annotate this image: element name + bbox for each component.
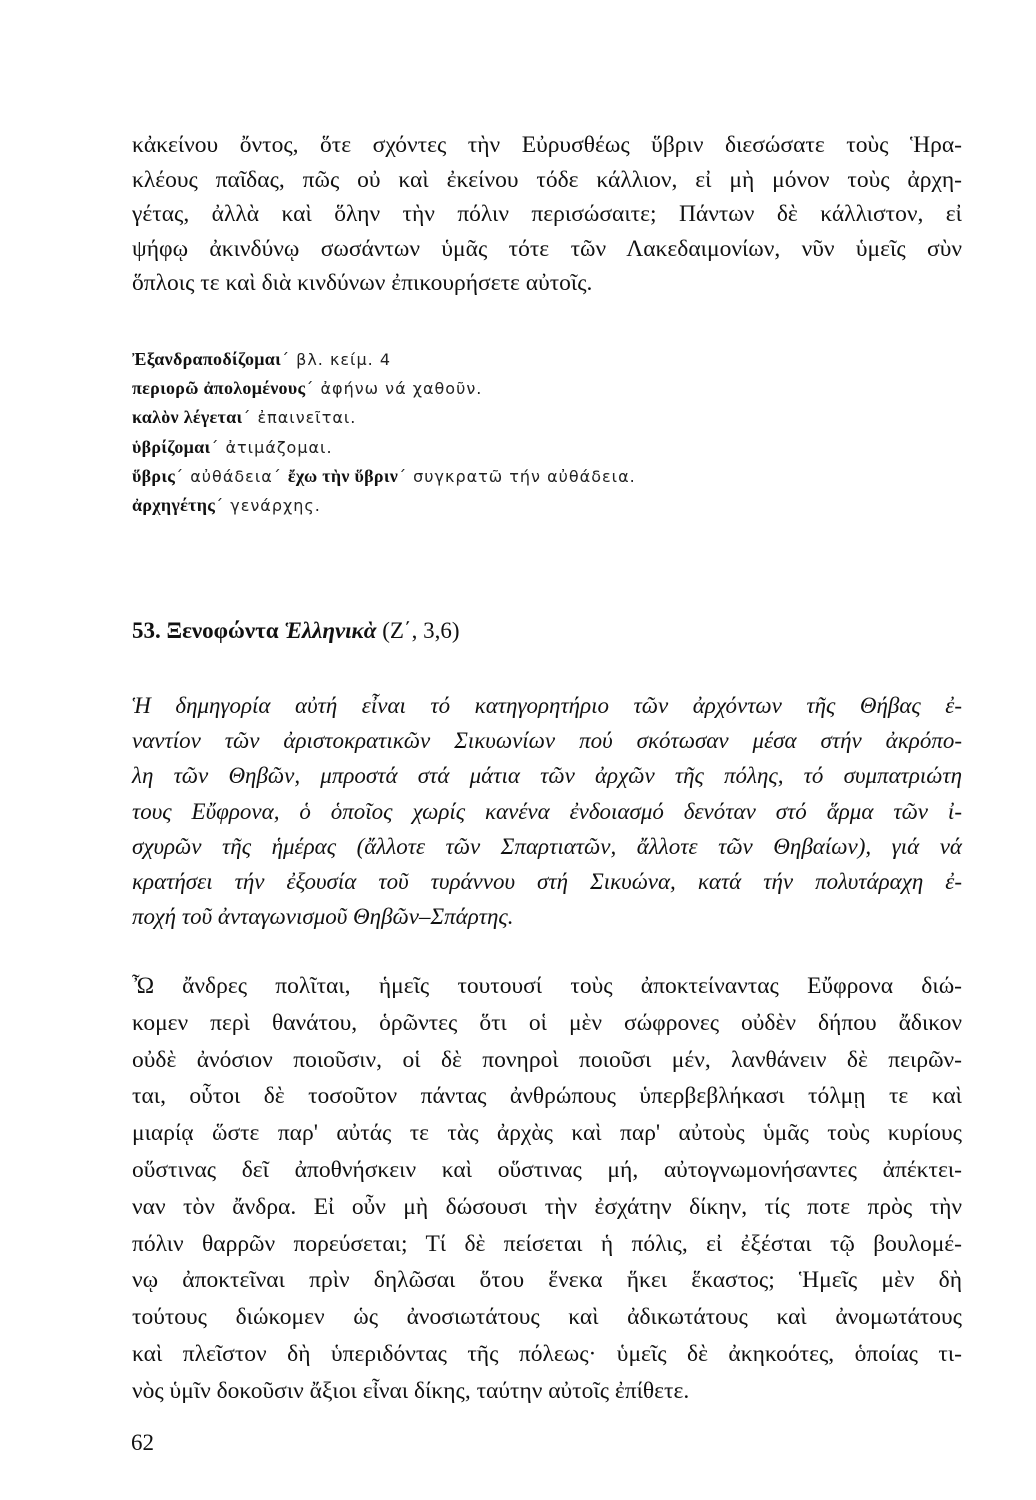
glossary-term: ἀρχηγέτης — [132, 495, 216, 516]
section-work: Ἑλληνικὰ — [284, 618, 377, 643]
glossary-meaning: αὐθάδεια — [190, 466, 273, 486]
section-reference: (Ζ΄, 3,6) — [382, 618, 460, 643]
page-number: 62 — [131, 1430, 154, 1455]
text-line: ποχή τοῦ ἀνταγωνισμοῦ Θηβῶν–Σπάρτης. — [132, 904, 514, 930]
text-line: τους Εὔφρονα, ὁ ὁποῖος χωρίς κανένα ἐνδοιασμό δενόταν στό ἅρμα τῶν ἰ- — [132, 798, 962, 824]
text-line: λη τῶν Θηβῶν, μπροστά στά μάτια τῶν ἀρχῶν τῆς πόλης, τό συμπατριώτη — [132, 763, 962, 789]
glossary-meaning: συγκρατῶ τήν αὐθάδεια. — [413, 466, 636, 486]
text-line: νὸς ὑμῖν δοκοῦσιν ἄξιοι εἶναι δίκης, ταύτην αὐτοῖς ἐπίθετε. — [132, 1377, 690, 1404]
glossary — [132, 345, 636, 520]
glossary-entry: ὑβρίζομαι΄ ἀτιμάζομαι. — [132, 436, 333, 457]
text-line: κἀκείνου ὄντος, ὅτε σχόντες τὴν Εὐρυσθέως ὕβριν διεσώσατε τοὺς Ἡρα- — [132, 132, 962, 158]
glossary-term: περιορῶ ἀπολομένους — [132, 378, 306, 399]
text-line: σχυρῶν τῆς ἡμέρας (ἄλλοτε τῶν Σπαρτιατῶν, ἄλλοτε τῶν Θηβαίων), γιά νά — [132, 833, 962, 859]
text-line: κομεν περὶ θανάτου, ὁρῶντες ὅτι οἱ μὲν σώφρονες οὐδὲν δήπου ἄδικον — [132, 1009, 962, 1036]
glossary-term: ὕβρις — [132, 465, 176, 486]
text-line: καὶ πλεῖστον δὴ ὑπεριδόντας τῆς πόλεως· ὑμεῖς δὲ ἀκηκοότες, ὁποίας τι- — [132, 1340, 962, 1367]
glossary-meaning: ἀφήνω νά χαθοῦν. — [320, 379, 483, 399]
section-number: 53. — [132, 618, 161, 643]
text-line: κλέους παῖδας, πῶς οὐ καὶ ἐκείνου τόδε κάλλιον, εἰ μὴ μόνον τοὺς ἀρχη- — [132, 166, 962, 193]
text-line: Ὦ ἄνδρες πολῖται, ἡμεῖς τουτουσί τοὺς ἀποκτείναντας Εὔφρονα διώ- — [132, 973, 962, 999]
glossary-entry: ὕβρις΄ αὐθάδεια΄ ἔχω τὴν ὕβριν΄ συγκρατῶ τήν αὐθάδεια. — [132, 465, 636, 486]
text-line: ψήφῳ ἀκινδύνῳ σωσάντων ὑμᾶς τότε τῶν Λακεδαιμονίων, νῦν ὑμεῖς σὺν — [132, 235, 962, 262]
text-line: τούτους διώκομεν ὡς ἀνοσιωτάτους καὶ ἀδικωτάτους καὶ ἀνομωτάτους — [132, 1304, 962, 1331]
text-line: πόλιν θαρρῶν πορεύσεται; Τί δὲ πείσεται ἡ πόλις, εἰ ἐξέσται τῷ βουλομέ- — [132, 1230, 962, 1257]
text-line: ται, οὗτοι δὲ τοσοῦτον πάντας ἀνθρώπους ὑπερβεβλήκασι τόλμῃ τε καὶ — [132, 1083, 962, 1110]
glossary-entry: περιορῶ ἀπολομένους΄ ἀφήνω νά χαθοῦν. — [132, 378, 483, 399]
text-paragraph-1 — [132, 128, 962, 301]
text-line: οὕστινας δεῖ ἀποθνήσκειν καὶ οὕστινας μή, αὐτογνωμονήσαντες ἀπέκτει- — [132, 1156, 962, 1183]
text-line: γέτας, ἀλλὰ καὶ ὅλην τὴν πόλιν περισώσαιτε; Πάντων δὲ κάλλιστον, εἰ — [132, 201, 962, 228]
text-line: Ἡ δημηγορία αὐτή εἶναι τό κατηγορητήριο τῶν ἀρχόντων τῆς Θήβας ἐ- — [132, 693, 962, 718]
glossary-entry: ἀρχηγέτης΄ γενάρχης. — [132, 495, 321, 516]
glossary-term: ὑβρίζομαι — [132, 436, 211, 457]
section-author: Ξενοφώντα — [166, 618, 279, 643]
text-line: ναντίον τῶν ἀριστοκρατικῶν Σικυωνίων πού σκότωσαν μέσα στήν ἀκρόπο- — [132, 728, 962, 754]
glossary-term: καλὸν λέγεται — [132, 407, 243, 428]
text-line: ὅπλοις τε καὶ διὰ κινδύνων ἐπικουρήσετε αὐτοῖς. — [132, 270, 593, 297]
glossary-entry: καλὸν λέγεται΄ ἐπαινεῖται. — [132, 407, 357, 428]
glossary-meaning: ἐπαινεῖται. — [257, 408, 357, 428]
text-line: νῳ ἀποκτεῖναι πρὶν δηλῶσαι ὅτου ἕνεκα ἥκει ἕκαστος; Ἡμεῖς μὲν δὴ — [132, 1267, 962, 1294]
glossary-meaning: γενάρχης. — [230, 496, 321, 516]
text-line: ναν τὸν ἄνδρα. Εἰ οὖν μὴ δώσουσι τὴν ἐσχάτην δίκην, τίς ποτε πρὸς τὴν — [132, 1193, 962, 1220]
section-heading — [132, 618, 459, 644]
text-line: μιαρίᾳ ὥστε παρ' αὐτάς τε τὰς ἀρχὰς καὶ παρ' αὐτοὺς ὑμᾶς τοὺς κυρίους — [132, 1120, 962, 1147]
introduction — [132, 688, 962, 934]
text-line: οὐδὲ ἀνόσιον ποιοῦσιν, οἱ δὲ πονηροὶ ποιοῦσι μέν, λανθάνειν δὲ πειρῶν- — [132, 1046, 962, 1073]
glossary-meaning: βλ. κείμ. 4 — [296, 350, 391, 369]
glossary-term: ἔχω τὴν ὕβριν — [287, 465, 399, 486]
text-line: κρατήσει τήν ἐξουσία τοῦ τυράννου στή Σικυώνα, κατά τήν πολυτάραχη ἐ- — [132, 869, 962, 895]
glossary-term: Ἐξανδραποδίζομαι — [132, 349, 282, 369]
text-paragraph-2 — [132, 968, 962, 1410]
glossary-meaning: ἀτιμάζομαι. — [225, 437, 333, 457]
glossary-entry: Ἐξανδραποδίζομαι΄ βλ. κείμ. 4 — [132, 349, 391, 369]
